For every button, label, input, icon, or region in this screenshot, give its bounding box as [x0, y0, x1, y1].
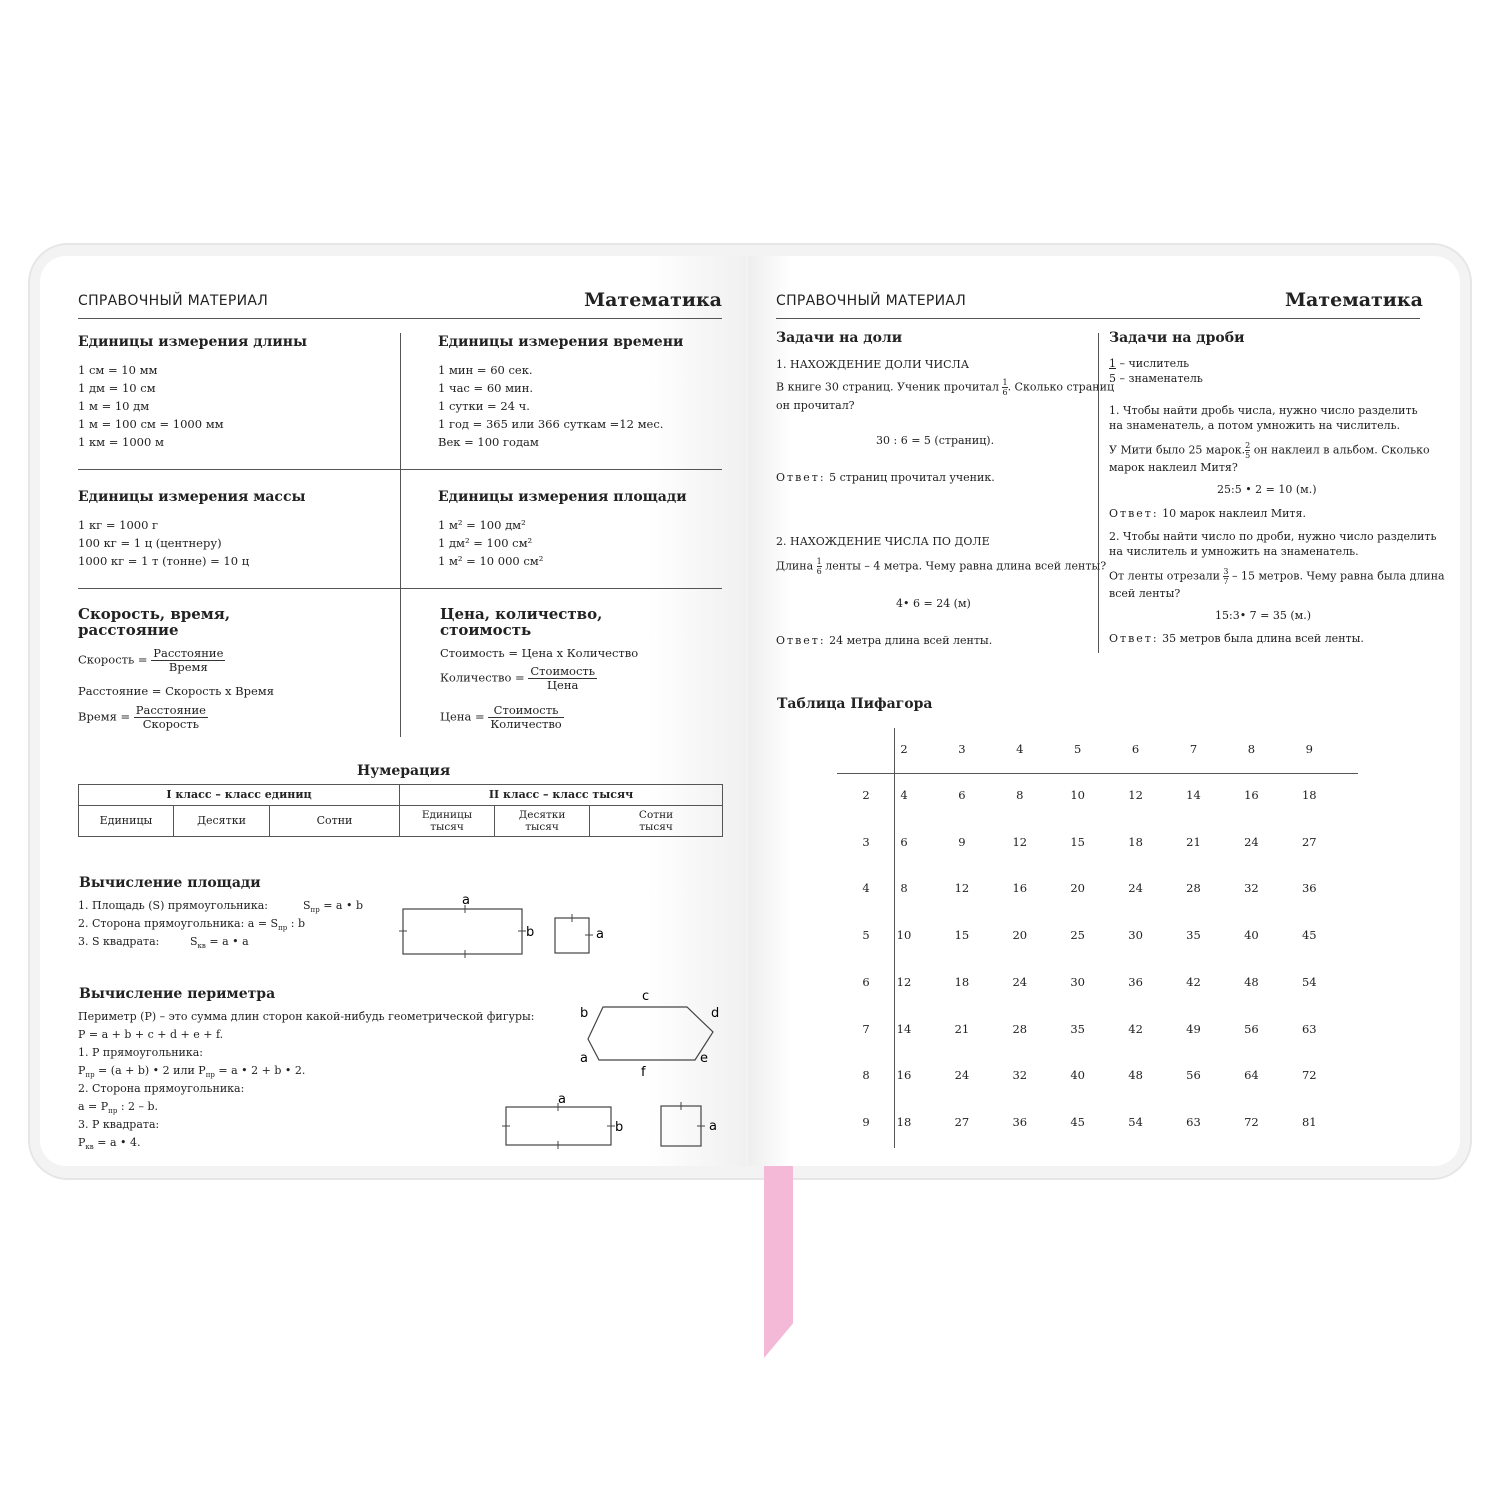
- pythagoras-cell: 72: [1301, 1068, 1317, 1083]
- pythagoras-cell: 28: [1012, 1021, 1028, 1036]
- numeration-title: Нумерация: [357, 763, 451, 779]
- svg-text:c: c: [642, 989, 650, 1004]
- svg-text:d: d: [711, 1006, 720, 1021]
- pythagoras-cell: 54: [1301, 974, 1317, 989]
- pythagoras-cell: 12: [954, 881, 970, 896]
- pythagoras-cell: 24: [1128, 881, 1143, 896]
- perimeter-title: Вычисление периметра: [79, 986, 276, 1002]
- perimeter-def: Периметр (P) – это сумма длин сторон какой-нибудь геометрической фигуры:: [78, 1010, 535, 1023]
- shares-problem-1: В книге 30 страниц. Ученик прочитал $\frac{1}{6}$ . Сколько страниц он прочитал?: [776, 378, 1115, 412]
- pythagoras-header-cell: 4: [1016, 742, 1024, 756]
- class-2-header: II класс – класс тысяч: [400, 785, 723, 806]
- pythagoras-cell: 8: [1016, 788, 1024, 802]
- pythagoras-header-cell: 3: [958, 742, 966, 756]
- header-rule: [776, 318, 1420, 319]
- fractions-terms: 1 – числитель 5 – знаменатель: [1109, 357, 1203, 385]
- pythagoras-cell: 27: [1301, 834, 1317, 849]
- perimeter-square-formula: $P_{кв} = a$ • 4.: [78, 1136, 141, 1152]
- pythagoras-row-header: 5: [862, 928, 870, 943]
- speed-title: Скорость, время, расстояние: [78, 605, 231, 639]
- shares-calc-1: 30 : 6 = 5 (страниц).: [876, 434, 995, 447]
- mass-list: 1 кг = 1000 г 100 кг = 1 ц (центнеру) 1000 кг = 1 т (тонне) = 10 ц: [78, 518, 250, 568]
- fractions-problem-2: От ленты отрезали $\frac{3}{7}$ – 15 метров. Чему равна была длина всей ленты?: [1109, 567, 1445, 600]
- pythagoras-cell: 64: [1244, 1068, 1259, 1083]
- shares-title: Задачи на доли: [776, 330, 903, 346]
- bookmark-ribbon[interactable]: [764, 1166, 793, 1358]
- area-units-list: 1 м² = 100 дм² 1 дм² = 100 см² 1 м² = 10 000 см²: [438, 518, 544, 568]
- pythagoras-header-cell: 6: [1131, 742, 1140, 756]
- pythagoras-cell: 21: [954, 1021, 970, 1036]
- numeration-table: I класс – класс единиц II класс – класс тысяч Единицы Десятки Сотни Единицы тысяч Десятки тысяч Сотни тысяч: [78, 784, 723, 837]
- pythagoras-header-cell: 5: [1074, 742, 1082, 756]
- pythagoras-row-header: 7: [862, 1021, 870, 1036]
- fractions-calc-1: 25:5 • 2 = 10 (м.): [1217, 483, 1317, 496]
- price-formula-3: Цена = $\frac{\text{Стоимость}}{\text{Количество}}$: [440, 703, 562, 731]
- area-calc-3-formula: $S_{кв} = a$ • a: [190, 935, 249, 951]
- pythagoras-cell: 30: [1070, 974, 1085, 989]
- shares-subtitle-1: 1. НАХОЖДЕНИЕ ДОЛИ ЧИСЛА: [776, 358, 970, 371]
- pythagoras-cell: 35: [1186, 928, 1201, 943]
- pythagoras-cell: 18: [896, 1114, 912, 1129]
- pythagoras-cell: 30: [1128, 928, 1143, 943]
- pythagoras-cell: 32: [1012, 1068, 1028, 1083]
- pythagoras-header-cell: 9: [1305, 742, 1313, 756]
- area-calc-1: 1. Площадь (S) прямоугольника:: [78, 899, 268, 912]
- pythagoras-cell: 49: [1186, 1021, 1201, 1036]
- shares-subtitle-2: 2. НАХОЖДЕНИЕ ЧИСЛА ПО ДОЛЕ: [776, 535, 990, 548]
- pythagoras-cell: 32: [1244, 881, 1259, 896]
- pythagoras-cell: 24: [1012, 974, 1028, 989]
- square-side-label: a: [596, 927, 604, 942]
- pythagoras-cell: 16: [1244, 788, 1259, 802]
- pythagoras-cell: 12: [1128, 788, 1143, 802]
- svg-text:a: a: [558, 1092, 566, 1107]
- pythagoras-cell: 28: [1186, 881, 1201, 896]
- pythagoras-cell: 20: [1070, 881, 1085, 896]
- area-calc-1-formula: $S_{пр} = a$ • b: [303, 899, 363, 915]
- side-a-label: a: [462, 893, 470, 908]
- perimeter-diagram: [500, 1090, 725, 1152]
- pythagoras-row-header: 3: [862, 834, 870, 849]
- perimeter-rect: 1. P прямоугольника:: [78, 1046, 204, 1059]
- pythagoras-row-header: 2: [862, 788, 870, 802]
- pythagoras-cell: 54: [1128, 1114, 1143, 1129]
- grid-rule: [78, 469, 722, 470]
- pythagoras-row-header: 8: [862, 1068, 870, 1083]
- fractions-title: Задачи на дроби: [1109, 330, 1245, 346]
- pythagoras-cell: 14: [1186, 788, 1201, 802]
- pythagoras-cell: 15: [954, 928, 970, 943]
- pythagoras-cell: 18: [1301, 788, 1317, 802]
- pythagoras-row-header: 4: [862, 881, 870, 896]
- shares-answer-1: Ответ: 5 страниц прочитал ученик.: [776, 471, 995, 484]
- pythagoras-cell: 40: [1244, 928, 1259, 943]
- length-list: 1 см = 10 мм 1 дм = 10 см 1 м = 10 дм 1 м = 100 см = 1000 мм 1 км = 1000 м: [78, 363, 224, 449]
- section-label: СПРАВОЧНЫЙ МАТЕРИАЛ: [78, 293, 269, 309]
- time-list: 1 мин = 60 сек. 1 час = 60 мин. 1 сутки = 24 ч. 1 год = 365 или 366 суткам =12 мес. Век = 100 годам: [438, 363, 664, 449]
- pythagoras-cell: 45: [1070, 1114, 1085, 1129]
- pythagoras-cell: 9: [958, 834, 966, 849]
- pythagoras-cell: 48: [1244, 974, 1259, 989]
- pythagoras-cell: 56: [1244, 1021, 1259, 1036]
- svg-text:f: f: [641, 1065, 646, 1080]
- pythagoras-cell: 10: [896, 928, 912, 943]
- fractions-answer-1: Ответ: 10 марок наклеил Митя.: [1109, 507, 1306, 520]
- pythagoras-cell: 6: [900, 834, 908, 849]
- pythagoras-header-cell: 2: [900, 742, 908, 756]
- fractions-problem-1: У Мити было 25 марок. $\frac{2}{5}$ он наклеил в альбом. Сколько марок наклеил Митя?: [1109, 441, 1430, 474]
- subject-title: Математика: [584, 289, 722, 311]
- pythagoras-cell: 36: [1301, 881, 1317, 896]
- pythagoras-cell: 45: [1301, 928, 1317, 943]
- svg-text:b: b: [580, 1006, 589, 1021]
- price-formula-1: Стоимость = Цена х Количество: [440, 646, 639, 660]
- time-title: Единицы измерения времени: [438, 334, 684, 350]
- pythagoras-cell: 24: [1244, 834, 1259, 849]
- area-calc-3: 3. S квадрата:: [78, 935, 160, 948]
- speed-formula-3: Время = $\frac{\text{Расстояние}}{\text{Скорость}}$: [78, 703, 206, 731]
- pythagoras-cell: 36: [1128, 974, 1143, 989]
- speed-formula-2: Расстояние = Скорость х Время: [78, 684, 274, 698]
- pythagoras-cell: 40: [1070, 1068, 1085, 1083]
- svg-text:b: b: [615, 1120, 624, 1135]
- side-b-label: b: [526, 925, 535, 940]
- perimeter-rect-formula: $P_{пр} = (a + b)$ • 2 или $P_{пр} = a$ • 2 + b • 2.: [78, 1064, 306, 1080]
- pythagoras-cell: 24: [954, 1068, 970, 1083]
- pythagoras-cell: 14: [896, 1021, 912, 1036]
- grid-divider: [400, 333, 401, 737]
- pythagoras-cell: 81: [1301, 1114, 1317, 1129]
- pythagoras-cell: 12: [1012, 834, 1028, 849]
- pythagoras-row-header: 6: [862, 974, 870, 989]
- pythagoras-cell: 18: [1128, 834, 1143, 849]
- pythagoras-cell: 4: [900, 788, 908, 802]
- left-page: [40, 256, 746, 1166]
- speed-formula-1: Скорость = $\frac{\text{Расстояние}}{\text{Время}}$: [78, 646, 224, 674]
- pythagoras-cell: 27: [954, 1114, 970, 1129]
- pythagoras-cell: 42: [1186, 974, 1201, 989]
- mass-title: Единицы измерения массы: [78, 489, 306, 505]
- fractions-rule-2: 2. Чтобы найти число по дроби, нужно число разделить на числитель и умножить на знаменатель.: [1109, 530, 1437, 558]
- pythagoras-row-header: 9: [862, 1114, 870, 1129]
- fractions-calc-2: 15:3• 7 = 35 (м.): [1215, 609, 1312, 622]
- area-units-title: Единицы измерения площади: [438, 489, 687, 505]
- fractions-answer-2: Ответ: 35 метров была длина всей ленты.: [1109, 632, 1364, 645]
- fractions-rule-1: 1. Чтобы найти дробь числа, нужно число разделить на знаменатель, а потом умножить на числитель.: [1109, 404, 1418, 432]
- pythagoras-cell: 12: [896, 974, 912, 989]
- perimeter-side-formula: $a = P_{пр}$ : 2 – b.: [78, 1100, 159, 1116]
- perimeter-side: 2. Сторона прямоугольника:: [78, 1082, 245, 1095]
- shares-answer-2: Ответ: 24 метра длина всей ленты.: [776, 634, 993, 647]
- area-diagram: [395, 888, 625, 960]
- shares-calc-2: 4• 6 = 24 (м): [896, 597, 971, 610]
- pythagoras-header-cell: 7: [1189, 742, 1198, 756]
- pythagoras-cell: 72: [1244, 1114, 1259, 1129]
- right-page: [748, 256, 1460, 1166]
- length-title: Единицы измерения длины: [78, 334, 308, 350]
- pythagoras-cell: 8: [900, 881, 908, 896]
- perimeter-sum: P = a + b + c + d + e + f.: [78, 1028, 224, 1041]
- pythagoras-cell: 56: [1186, 1068, 1201, 1083]
- pythagoras-hline: [837, 773, 1358, 774]
- area-calc-title: Вычисление площади: [79, 875, 261, 891]
- pythagoras-cell: 63: [1301, 1021, 1317, 1036]
- header-rule: [78, 318, 722, 319]
- shares-problem-2: Длина $\frac{1}{6}$ ленты – 4 метра. Чему равна длина всей ленты?: [776, 557, 1107, 576]
- pythagoras-cell: 48: [1128, 1068, 1143, 1083]
- area-calc-2: 2. Сторона прямоугольника: $a = S_{пр}$ : b: [78, 917, 306, 933]
- hexagon-diagram: [575, 984, 725, 1084]
- pythagoras-cell: 42: [1128, 1021, 1143, 1036]
- pythagoras-cell: 20: [1012, 928, 1028, 943]
- pythagoras-cell: 63: [1186, 1114, 1201, 1129]
- svg-text:a: a: [580, 1051, 588, 1066]
- pythagoras-cell: 16: [1012, 881, 1028, 896]
- pythagoras-cell: 21: [1186, 834, 1201, 849]
- pythagoras-cell: 10: [1070, 788, 1085, 802]
- class-1-header: I класс – класс единиц: [79, 785, 400, 806]
- price-title: Цена, количество, стоимость: [440, 605, 603, 639]
- pythagoras-cell: 35: [1070, 1021, 1085, 1036]
- pythagoras-cell: 36: [1012, 1114, 1028, 1129]
- price-formula-2: Количество = $\frac{\text{Стоимость}}{\text{Цена}}$: [440, 664, 596, 692]
- svg-text:e: e: [700, 1051, 708, 1066]
- subject-title: Математика: [1285, 289, 1423, 311]
- svg-text:a: a: [709, 1119, 717, 1134]
- pythagoras-cell: 15: [1070, 834, 1085, 849]
- grid-rule: [78, 588, 722, 589]
- pythagoras-title: Таблица Пифагора: [777, 696, 933, 712]
- pythagoras-header-cell: 8: [1247, 742, 1256, 756]
- section-label: СПРАВОЧНЫЙ МАТЕРИАЛ: [776, 293, 967, 309]
- pythagoras-cell: 25: [1070, 928, 1085, 943]
- pythagoras-cell: 6: [958, 788, 966, 802]
- pythagoras-cell: 18: [954, 974, 970, 989]
- perimeter-square: 3. P квадрата:: [78, 1118, 160, 1131]
- pythagoras-cell: 16: [896, 1068, 912, 1083]
